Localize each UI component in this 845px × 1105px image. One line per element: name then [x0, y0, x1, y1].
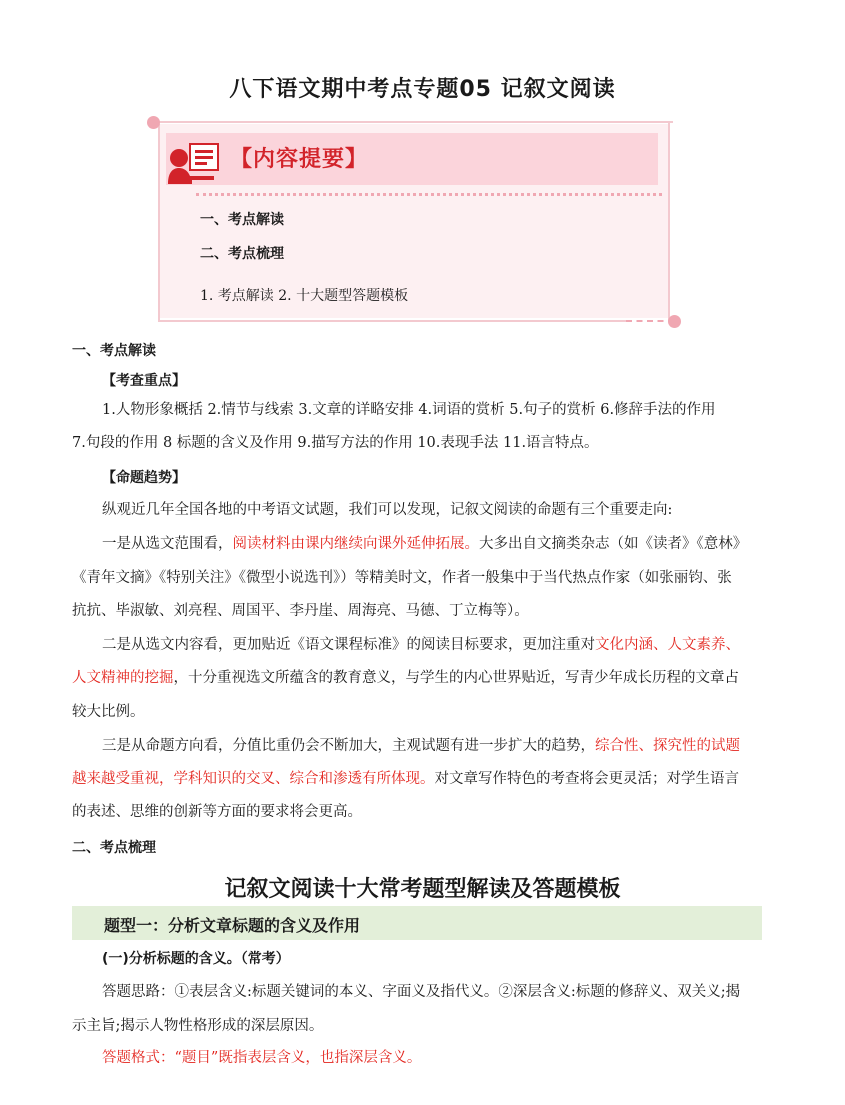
text-run: 二是从选文内容看，更加贴近《语文课程标准》的阅读目标要求，更加注重对: [102, 637, 595, 653]
section-heading: 二、考点梳理: [72, 840, 156, 856]
focus-heading: 【考查重点】: [102, 373, 186, 389]
box-dot-decoration: [668, 315, 681, 328]
summary-toc: 1. 考点解读 2. 十大题型答题模板: [200, 288, 409, 304]
presenter-icon: [166, 138, 222, 184]
paragraph-line: [102, 534, 747, 554]
text-run: 一是从选文范围看，: [102, 536, 233, 552]
box-border-top: [158, 121, 673, 123]
section-title: 记叙文阅读十大常考题型解读及答题模板: [224, 877, 621, 902]
text-run: 大多出自文摘类杂志（如《读者》《意林》: [479, 536, 748, 552]
box-dash-decoration: [626, 320, 674, 322]
highlight-text: 人文精神的挖掘: [72, 670, 174, 686]
text-run: 三是从命题方向看，分值比重仍会不断加大，主观试题有进一步扩大的趋势，: [102, 738, 595, 754]
question-type-title: 题型一：分析文章标题的含义及作用: [104, 916, 361, 935]
highlight-text: 文化内涵、人文素养、: [595, 637, 740, 653]
paragraph-line: [72, 668, 739, 688]
summary-item: 一、考点解读: [200, 212, 284, 228]
summary-item: 二、考点梳理: [200, 246, 284, 262]
document-title: 八下语文期中考点专题05 记叙文阅读: [229, 77, 616, 102]
trend-intro: 纵观近几年全国各地的中考语文试题，我们可以发现，记叙文阅读的命题有三个重要走向:: [102, 502, 673, 518]
box-border-left: [158, 124, 160, 322]
paragraph-line: 《青年文摘》《特别关注》《微型小说选刊》）等精美时文，作者一般集中于当代热点作家（如张丽钧、张: [72, 570, 732, 586]
paragraph-line: [72, 769, 739, 789]
focus-line: 7.句段的作用 8 标题的含义及作用 9.描写方法的作用 10.表现手法 11.语言特点。: [72, 435, 599, 451]
box-border-right: [668, 122, 670, 320]
highlight-text: 阅读材料由课内继续向课外延伸拓展。: [232, 536, 479, 552]
paragraph-line: [102, 635, 740, 655]
trend-heading: 【命题趋势】: [102, 470, 186, 486]
text-run: 对文章写作特色的考查将会更灵活；对学生语言: [434, 771, 739, 787]
box-border-bottom: [158, 320, 628, 322]
box-dot-decoration: [147, 116, 160, 129]
sub-heading: (一)分析标题的含义。（常考）: [102, 951, 290, 967]
paragraph-line: 的表述、思维的创新等方面的要求将会更高。: [72, 804, 362, 820]
paragraph-line: 较大比例。: [72, 704, 145, 720]
paragraph-line: [102, 736, 740, 756]
focus-line: 1.人物形象概括 2.情节与线索 3.文章的详略安排 4.词语的赏析 5.句子的赏析 6.修辞手法的作用: [102, 402, 716, 418]
section-heading: 一、考点解读: [72, 343, 156, 359]
approach-line: 答题思路：①表层含义:标题关键词的本义、字面义及指代义。②深层含义:标题的修辞义、双关义;揭: [102, 984, 741, 1000]
text-run: ，十分重视选文所蕴含的教育意义，与学生的内心世界贴近，写青少年成长历程的文章占: [173, 670, 739, 686]
answer-format: 答题格式：“题目”既指表层含义，也指深层含义。: [102, 1050, 422, 1066]
highlight-text: 越来越受重视，学科知识的交叉、综合和渗透有所体现。: [72, 771, 435, 787]
dotted-divider: [196, 193, 662, 196]
highlight-text: 综合性、探究性的试题: [595, 738, 740, 754]
paragraph-line: 抗抗、毕淑敏、刘亮程、周国平、李丹崖、周海亮、马德、丁立梅等）。: [72, 603, 529, 619]
approach-line: 示主旨;揭示人物性格形成的深层原因。: [72, 1018, 324, 1034]
summary-header-text: 【内容提要】: [230, 147, 369, 172]
